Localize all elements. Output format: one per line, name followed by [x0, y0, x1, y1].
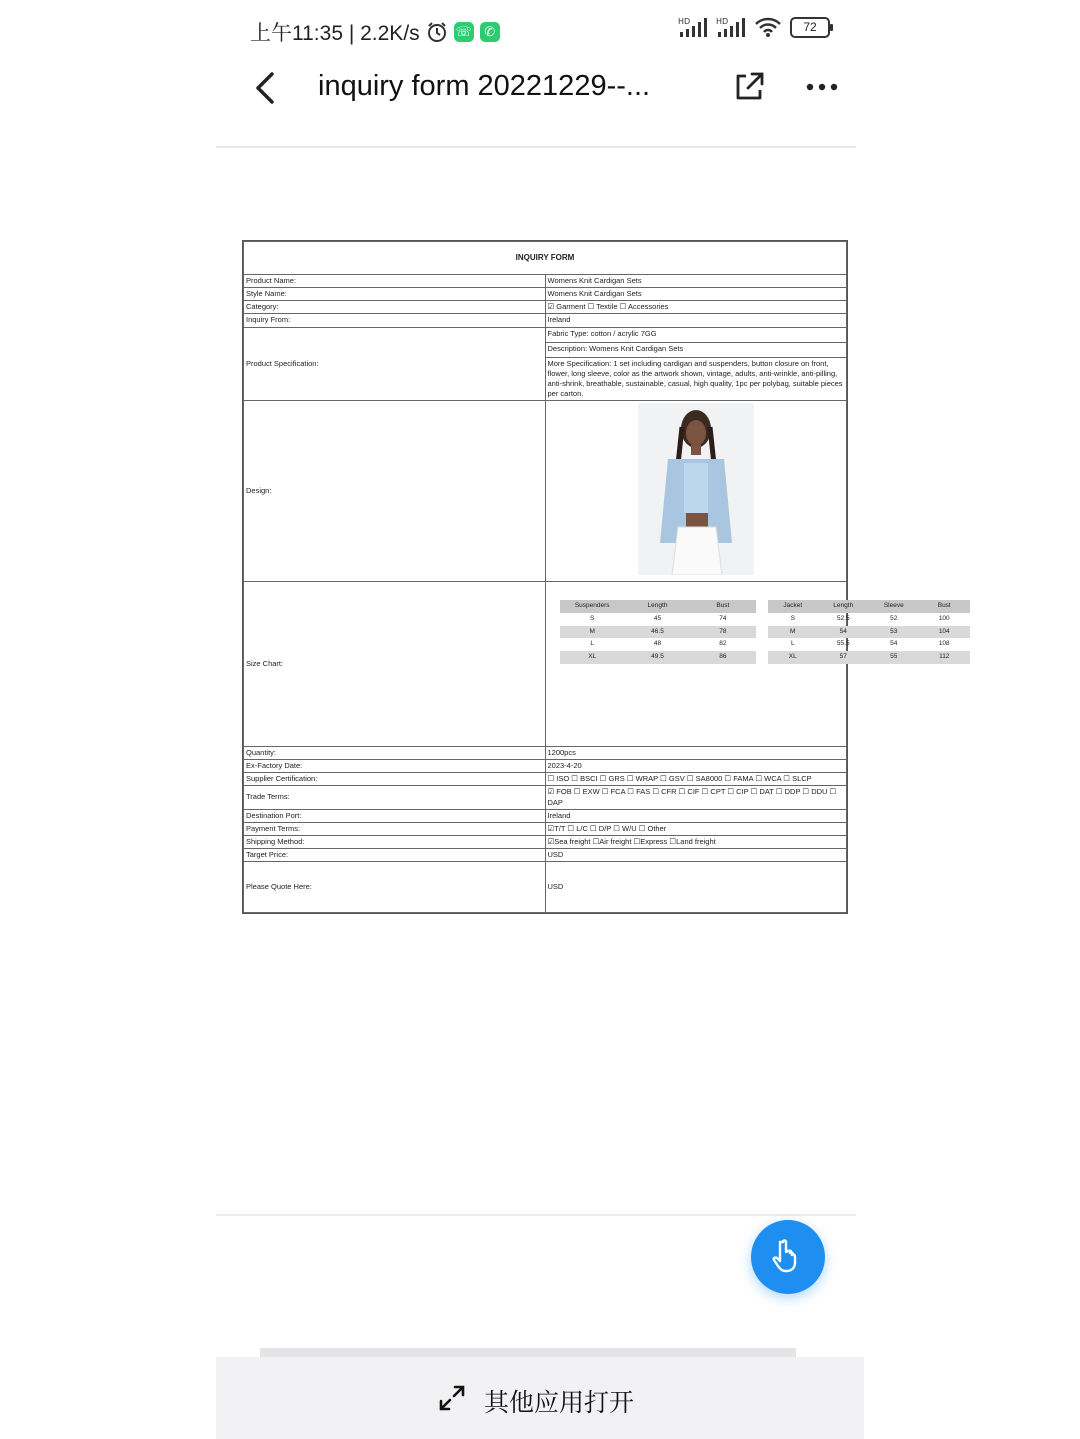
product-photo: [638, 403, 754, 575]
document-title: inquiry form 20221229--...: [318, 70, 651, 102]
table-cell: XL: [560, 651, 625, 664]
table-cell: 48: [653, 640, 662, 648]
hand-pointer-icon: [769, 1236, 807, 1279]
table-cell: 57: [818, 651, 869, 664]
category-label: Category:: [244, 301, 546, 314]
hd-signal-icon: [678, 16, 708, 38]
destination-value: Ireland: [545, 809, 847, 822]
destination-label: Destination Port:: [244, 809, 546, 822]
table-cell: S: [589, 614, 595, 622]
suspenders-header: Suspenders: [560, 600, 625, 613]
shipping-value: ☑Sea freight ☐Air freight ☐Express ☐Land freight: [545, 835, 847, 848]
scroll-indicator: [260, 1348, 796, 1357]
table-cell: 108: [938, 640, 950, 648]
status-left: [250, 17, 500, 47]
size-chart-cell: [545, 582, 951, 747]
style-name-label: Style Name:: [244, 288, 546, 301]
inquiry-form-document: [242, 240, 951, 914]
table-cell: XL: [768, 651, 819, 664]
table-cell: 54: [890, 640, 898, 648]
quote-label: Please Quote Here:: [244, 862, 546, 913]
table-cell: M: [560, 626, 625, 639]
open-in-other-app-button[interactable]: [438, 1383, 634, 1419]
suspenders-size-table: [560, 600, 756, 664]
table-cell: 53: [869, 626, 920, 639]
hand-pointer-button[interactable]: [751, 1220, 825, 1294]
svg-text:HD: HD: [678, 17, 691, 26]
alarm-icon: [426, 21, 448, 43]
design-cell: [545, 401, 847, 582]
design-label: Design:: [244, 401, 546, 582]
description: Description: Womens Knit Cardigan Sets: [546, 342, 847, 357]
size-chart-label: Size Chart:: [244, 582, 546, 747]
phone-icon: ✆: [480, 22, 500, 42]
bottom-divider: [216, 1214, 856, 1216]
jacket-size-table: [768, 600, 970, 664]
table-cell: 54: [818, 626, 869, 639]
jacket-bust-header: Bust: [919, 600, 970, 613]
table-cell: L: [590, 640, 594, 648]
table-cell: 100: [938, 614, 950, 622]
wifi-icon: [754, 16, 782, 38]
app-header: [216, 56, 864, 126]
more-icon[interactable]: [804, 70, 844, 104]
table-cell: 112: [919, 651, 970, 664]
quantity-label: Quantity:: [244, 747, 546, 760]
fabric-type: Fabric Type: cotton / acrylic 7GG: [546, 328, 847, 343]
table-cell: L: [790, 640, 795, 648]
table-cell: 82: [719, 640, 727, 648]
payment-label: Payment Terms:: [244, 822, 546, 835]
shipping-label: Shipping Method:: [244, 835, 546, 848]
payment-value: ☑T/T ☐ L/C ☐ D/P ☐ W/U ☐ Other: [545, 822, 847, 835]
status-right: [678, 16, 830, 38]
time-speed: 上午11:35 | 2.2K/s: [250, 22, 420, 45]
suspenders-bust-header: Bust: [690, 600, 755, 613]
inquiry-form-table: [243, 241, 951, 913]
table-cell: 52.5: [836, 614, 850, 622]
svg-text:HD: HD: [716, 17, 729, 26]
status-bar: [250, 14, 830, 48]
table-cell: 45: [653, 614, 662, 622]
spec-label: Product Specification:: [244, 327, 546, 401]
target-price-label: Target Price:: [244, 849, 546, 862]
ex-factory-value: 2023-4-20: [545, 760, 847, 773]
header-divider: [216, 146, 856, 148]
table-cell: 78: [690, 626, 755, 639]
table-cell: 74: [719, 614, 727, 622]
product-name-label: Product Name:: [244, 275, 546, 288]
table-cell: 55.5: [836, 640, 850, 648]
battery-icon: 72: [790, 17, 830, 38]
table-cell: S: [790, 614, 795, 622]
inquiry-from-value: Ireland: [545, 314, 847, 327]
share-icon[interactable]: [732, 70, 766, 104]
inquiry-from-label: Inquiry From:: [244, 314, 546, 327]
table-cell: M: [768, 626, 819, 639]
product-name-value: Womens Knit Cardigan Sets: [545, 275, 847, 288]
app-icon: ☏: [454, 22, 474, 42]
table-cell: 52: [890, 614, 898, 622]
table-cell: 55: [869, 651, 920, 664]
target-price-value: USD: [545, 849, 847, 862]
certification-value: ☐ ISO ☐ BSCI ☐ GRS ☐ WRAP ☐ GSV ☐ SA8000 ☐ FAMA ☐ WCA ☐ SLCP: [545, 773, 847, 786]
spec-cell: [545, 327, 847, 401]
table-cell: 46.5: [625, 626, 690, 639]
table-cell: 86: [690, 651, 755, 664]
certification-label: Supplier Certification:: [244, 773, 546, 786]
suspenders-length-header: Length: [625, 600, 690, 613]
ex-factory-label: Ex-Factory Date:: [244, 760, 546, 773]
bottom-bar: [216, 1357, 864, 1439]
form-title: INQUIRY FORM: [244, 242, 847, 275]
jacket-sleeve-header: Sleeve: [869, 600, 920, 613]
hd-signal-icon: [716, 16, 746, 38]
expand-icon: [438, 1384, 466, 1418]
quote-value: USD: [545, 862, 847, 913]
style-name-value: Womens Knit Cardigan Sets: [545, 288, 847, 301]
more-specification: More Specification: 1 set including cardigan and suspenders, button closure on front, flower, long sleeve, color as the artwork shown, vintage, adults, anti-wrinkle, anti-pilling, anti-shrink, breathable, sustainable, casual, high quality, 1pc per polybag, suitable pieces per carton.: [547, 358, 843, 398]
table-cell: 49.5: [625, 651, 690, 664]
open-in-other-app-label: 其他应用打开: [484, 1388, 635, 1417]
jacket-header: Jacket: [768, 600, 819, 613]
table-cell: 104: [919, 626, 970, 639]
quantity-value: 1200pcs: [545, 747, 847, 760]
category-value: ☑ Garment ☐ Textile ☐ Accessories: [545, 301, 847, 314]
jacket-length-header: Length: [818, 600, 869, 613]
back-icon[interactable]: [250, 68, 290, 108]
trade-terms-label: Trade Terms:: [244, 786, 546, 809]
trade-terms-value: ☑ FOB ☐ EXW ☐ FCA ☐ FAS ☐ CFR ☐ CIF ☐ CPT ☐ CIP ☐ DAT ☐ DDP ☐ DDU ☐ DAP: [545, 786, 847, 809]
